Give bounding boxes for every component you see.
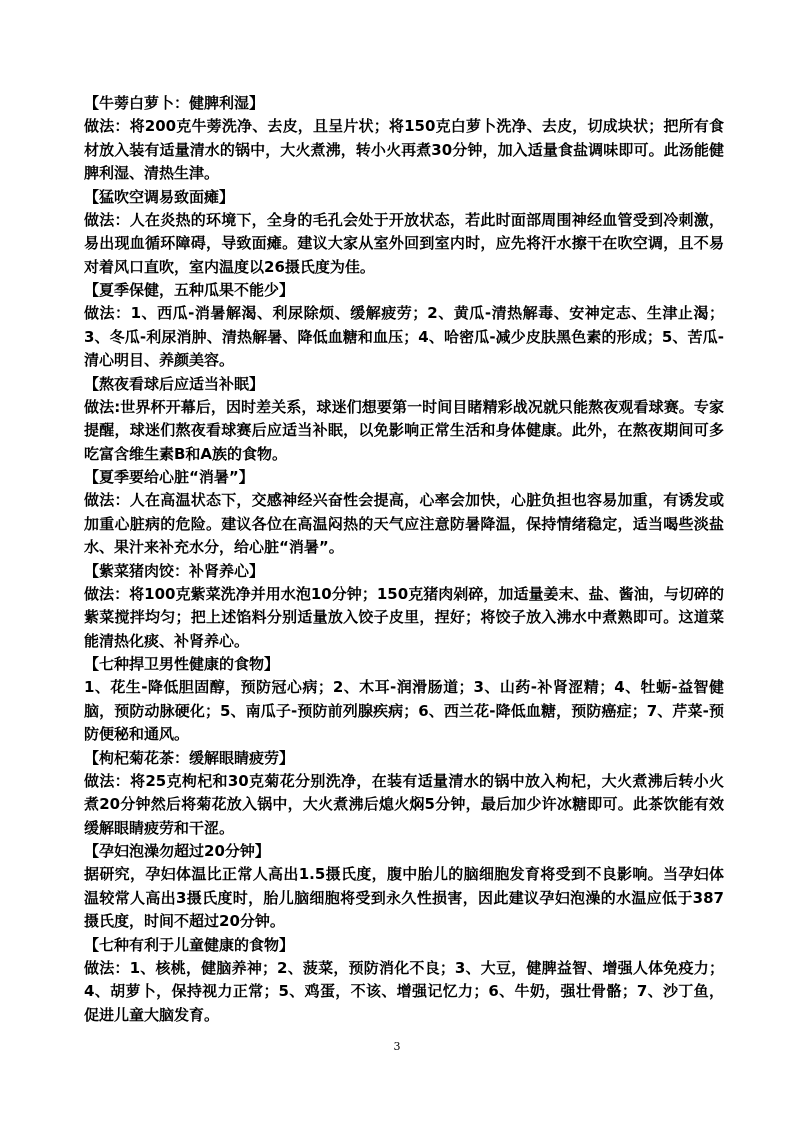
section-summer-melons [84, 279, 724, 373]
section-heading: 【夏季要给心脏“消暑”】 [84, 468, 254, 486]
section-body: 做法：1、核桃，健脑养神；2、菠菜，预防消化不良；3、大豆，健脾益智、增强人体免疫力；4、胡萝卜，保持视力正常；5、鸡蛋，不该、增强记忆力；6、牛奶，强壮骨骼；7、沙丁鱼，促进儿童大脑发育。 [84, 958, 724, 1024]
section-heart-cooling [84, 466, 724, 560]
section-body: 做法：将100克紫菜洗净并用水泡10分钟；150克猪肉剁碎，加适量姜末、盐、酱油，与切碎的紫菜搅拌均匀；把上述馅料分别适量放入饺子皮里，捏好；将饺子放入沸水中煮熟即可。这道菜能清热化痰、补肾养心。 [84, 584, 724, 650]
section-heading: 【紫菜猪肉饺：补肾养心】 [84, 561, 265, 580]
section-sleep-after-football [84, 373, 724, 467]
section-heading: 【夏季保健，五种瓜果不能少】 [84, 281, 295, 299]
document-page [84, 92, 724, 1027]
section-body: 做法:世界杯开幕后，因时差关系，球迷们想要第一时间目睹精彩战况就只能熬夜观看球赛。专家提醒，球迷们熬夜看球赛后应适当补眠，以免影响正常生活和身体健康。此外，在熬夜期间可多吃富含维生素B和A族的食物。 [84, 397, 724, 463]
section-body: 据研究，孕妇体温比正常人高出1.5摄氏度，腹中胎儿的脑细胞发育将受到不良影响。当孕妇体温较常人高出3摄氏度时，胎儿脑细胞将受到永久性损害，因此建议孕妇泡澡的水温应低于387摄氏度，时间不超过20分钟。 [84, 865, 724, 930]
section-heading: 【牛蒡白萝卜：健脾利湿】 [84, 94, 265, 112]
section-burdock-radish [84, 92, 724, 186]
section-heading: 【枸杞菊花茶：缓解眼睛疲劳】 [84, 748, 295, 767]
section-pregnant-bath [84, 840, 724, 934]
section-body: 做法：将200克牛蒡洗净、去皮，且呈片状；将150克白萝卜洗净、去皮，切成块状；把所有食材放入装有适量清水的锅中，大火煮沸，转小火再煮30分钟，加入适量食盐调味即可。此汤能健脾利湿、清热生津。 [84, 117, 724, 182]
section-air-conditioning [84, 186, 724, 280]
section-heading: 【七种捍卫男性健康的食物】 [84, 655, 280, 673]
section-body: 1、花生-降低胆固醇，预防冠心病；2、木耳-润滑肠道；3、山药-补肾涩精；4、牡蛎-益智健脑，预防动脉硬化；5、南瓜子-预防前列腺疾病；6、西兰花-降低血糖，预防癌症；7、芹菜-预防便秘和通风。 [84, 678, 724, 743]
section-body: 做法：人在高温状态下，交感神经兴奋性会提高，心率会加快，心脏负担也容易加重，有诱发或加重心脏病的危险。建议各位在高温闷热的天气应注意防暑降温，保持情绪稳定，适当喝些淡盐水、果汁来补充水分，给心脏“消暑”。 [84, 491, 724, 556]
section-body: 做法：人在炎热的环境下，全身的毛孔会处于开放状态，若此时面部周围神经血管受到冷刺激，易出现血循环障碍，导致面瘫。建议大家从室外回到室内时，应先将汗水擦干在吹空调，且不易对着风口直吹，室内温度以26摄氏度为佳。 [84, 210, 724, 276]
section-body: 做法：将25克枸杞和30克菊花分别洗净，在装有适量清水的锅中放入枸杞，大火煮沸后转小火煮20分钟然后将菊花放入锅中，大火煮沸后熄火焖5分钟，最后加少许冰糖即可。此茶饮能有效缓解眼睛疲劳和干涩。 [84, 771, 724, 837]
section-heading: 【熬夜看球后应适当补眠】 [84, 374, 265, 393]
section-heading: 【猛吹空调易致面瘫】 [84, 187, 235, 206]
section-goji-chrysanthemum-tea [84, 747, 724, 841]
section-childrens-health-foods [84, 934, 724, 1028]
section-heading: 【七种有利于儿童健康的食物】 [84, 935, 295, 954]
page-number: 3 [393, 1040, 401, 1053]
section-heading: 【孕妇泡澡勿超过20分钟】 [84, 842, 270, 860]
section-body: 做法：1、西瓜-消暑解渴、利尿除烦、缓解疲劳；2、黄瓜-清热解毒、安神定志、生津止渴；3、冬瓜-利尿消肿、清热解暑、降低血糖和血压；4、哈密瓜-减少皮肤黑色素的形成；5、苦瓜-清心明目、养颜美容。 [84, 304, 724, 369]
section-mens-health-foods [84, 653, 724, 747]
section-seaweed-dumplings [84, 560, 724, 654]
